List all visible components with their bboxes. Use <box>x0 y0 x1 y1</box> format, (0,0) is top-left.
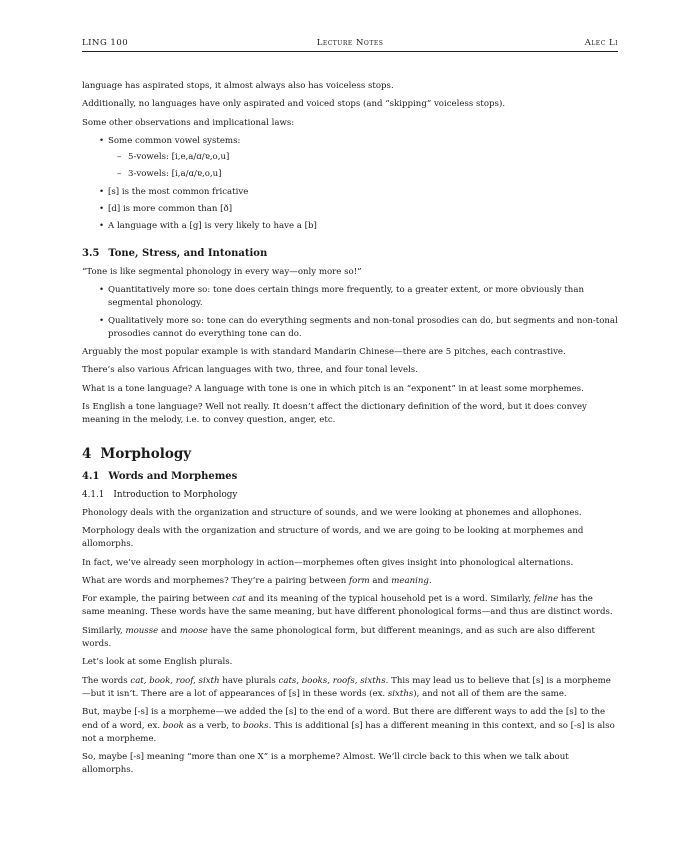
emphasis: cat <box>232 594 246 605</box>
section-heading <box>82 248 618 259</box>
paragraph <box>82 575 618 588</box>
section-title: Words and Morphemes <box>108 470 238 482</box>
header-course: LING 100 <box>82 38 129 48</box>
list-item: – 5-vowels: [i,e,a/ɑ/ɐ,o,u] <box>128 151 618 164</box>
paragraph: Phonology deals with the organization and structure of sounds, and we were looking at phonemes and allophones. <box>82 507 582 518</box>
text-run: . This is additional [s] has a different meaning in this context, and so [-s] is also not a morpheme. <box>82 720 615 744</box>
list-item: • [s] is the most common fricative <box>108 186 618 199</box>
list-item: • A language with a [g] is very likely to have a [b] <box>108 220 618 233</box>
header-author: Alec Li <box>584 38 618 48</box>
subsection-number: 4.1.1 <box>82 489 105 500</box>
emphasis: moose <box>179 625 208 636</box>
paragraph: Is English a tone language? Well not really. It doesn’t affect the dictionary definition of the word, but it does convey meaning in the melody, i.e. to convey question, anger, etc. <box>82 402 587 426</box>
bullet-list <box>82 135 618 234</box>
text-run: . This may lead us to believe that [s] is a morpheme—but it isn’t. There are a lot of appearances of [s] in these words (ex. <box>82 675 611 699</box>
text-run: But, maybe [-s] is a morpheme—we added the [s] to the end of a word. But there are different ways to add the [s] to the end of a word, ex. <box>82 707 606 731</box>
page-content <box>82 80 618 783</box>
emphasis: books <box>243 720 269 731</box>
section-title: Tone, Stress, and Intonation <box>108 247 268 259</box>
paragraph: Arguably the most popular example is with standard Mandarin Chinese—there are 5 pitches, each contrastive. <box>82 347 566 358</box>
text-run: The words <box>82 675 131 686</box>
list-item: – 3-vowels: [i,a/ɑ/ɐ,o,u] <box>128 168 618 181</box>
paragraph: There’s also various African languages with two, three, and four tonal levels. <box>82 365 418 376</box>
text-run: and its meaning of the typical household pet is a word. Similarly, <box>245 594 534 605</box>
sub-list <box>108 151 618 182</box>
emphasis: sixths <box>387 688 414 699</box>
text-run: as a verb, to <box>183 720 244 731</box>
header-title: Lecture Notes <box>316 38 384 48</box>
section-number: 3.5 <box>82 247 100 259</box>
paragraph <box>82 706 618 746</box>
text-run: Similarly, <box>82 625 126 636</box>
list-item <box>108 135 618 182</box>
emphasis: meaning <box>391 575 429 586</box>
paragraph: Let’s look at some English plurals. <box>82 657 233 668</box>
bullet-list <box>82 284 618 341</box>
text-run: and <box>369 575 392 586</box>
subsection-heading <box>82 490 618 500</box>
text-run: . <box>428 575 432 586</box>
paragraph <box>82 593 618 620</box>
paragraph: In fact, we’ve already seen morphology in action—morphemes often gives insight into phonological alternations. <box>82 557 574 568</box>
paragraph <box>82 625 618 652</box>
page-header <box>82 38 618 52</box>
section-heading <box>82 471 618 482</box>
emphasis: cats, books, roofs, sixths <box>278 675 386 686</box>
text-run: have plurals <box>219 675 279 686</box>
list-item: • Qualitatively more so: tone can do everything segments and non-tonal prosodies can do, but segments and non-tonal prosodies cannot do everything tone can do. <box>108 315 618 342</box>
text-run: have the same phonological form, but different meanings, and as such are also different words. <box>82 625 595 650</box>
paragraph: language has aspirated stops, it almost always also has voiceless stops. <box>82 81 394 91</box>
subsection-title: Introduction to Morphology <box>113 489 238 500</box>
text-run: What are words and morphemes? They’re a pairing between <box>82 575 349 586</box>
paragraph: What is a tone language? A language with tone is one in which pitch is an “exponent” in at least some morphemes. <box>82 383 584 394</box>
paragraph: Additionally, no languages have only aspirated and voiced stops (and “skipping” voiceless stops). <box>82 99 506 110</box>
emphasis: form <box>349 575 370 586</box>
section-number: 4.1 <box>82 470 100 482</box>
emphasis: book <box>162 720 184 731</box>
paragraph: Morphology deals with the organization and structure of words, and we are going to be looking at morphemes and allomorphs. <box>82 525 584 550</box>
emphasis: cat, book, roof, sixth <box>130 675 220 686</box>
emphasis: feline <box>533 594 559 605</box>
chapter-heading <box>82 446 618 462</box>
text-run: has the same meaning. These words have the same meaning, but have different phonological forms—and thus are distinct words. <box>82 594 613 618</box>
list-item: • Quantitatively more so: tone does certain things more frequently, to a greater extent, or more obviously than segmental phonology. <box>108 284 618 311</box>
paragraph <box>82 675 618 702</box>
list-item: • [d] is more common than [ð] <box>108 203 618 216</box>
paragraph: So, maybe [-s] meaning “more than one X” is a morpheme? Almost. We’ll circle back to this when we talk about allomorphs. <box>82 752 569 776</box>
emphasis: mousse <box>125 625 159 636</box>
chapter-title: Morphology <box>100 445 192 462</box>
chapter-number: 4 <box>82 445 92 462</box>
quote: “Tone is like segmental phonology in every way—only more so!” <box>82 266 362 277</box>
text-run: and <box>158 625 180 636</box>
list-item-text: Some common vowel systems: <box>108 135 241 146</box>
text-run: For example, the pairing between <box>82 594 233 605</box>
text-run: ), and not all of them are the same. <box>413 688 567 699</box>
paragraph: Some other observations and implicational laws: <box>82 117 295 128</box>
